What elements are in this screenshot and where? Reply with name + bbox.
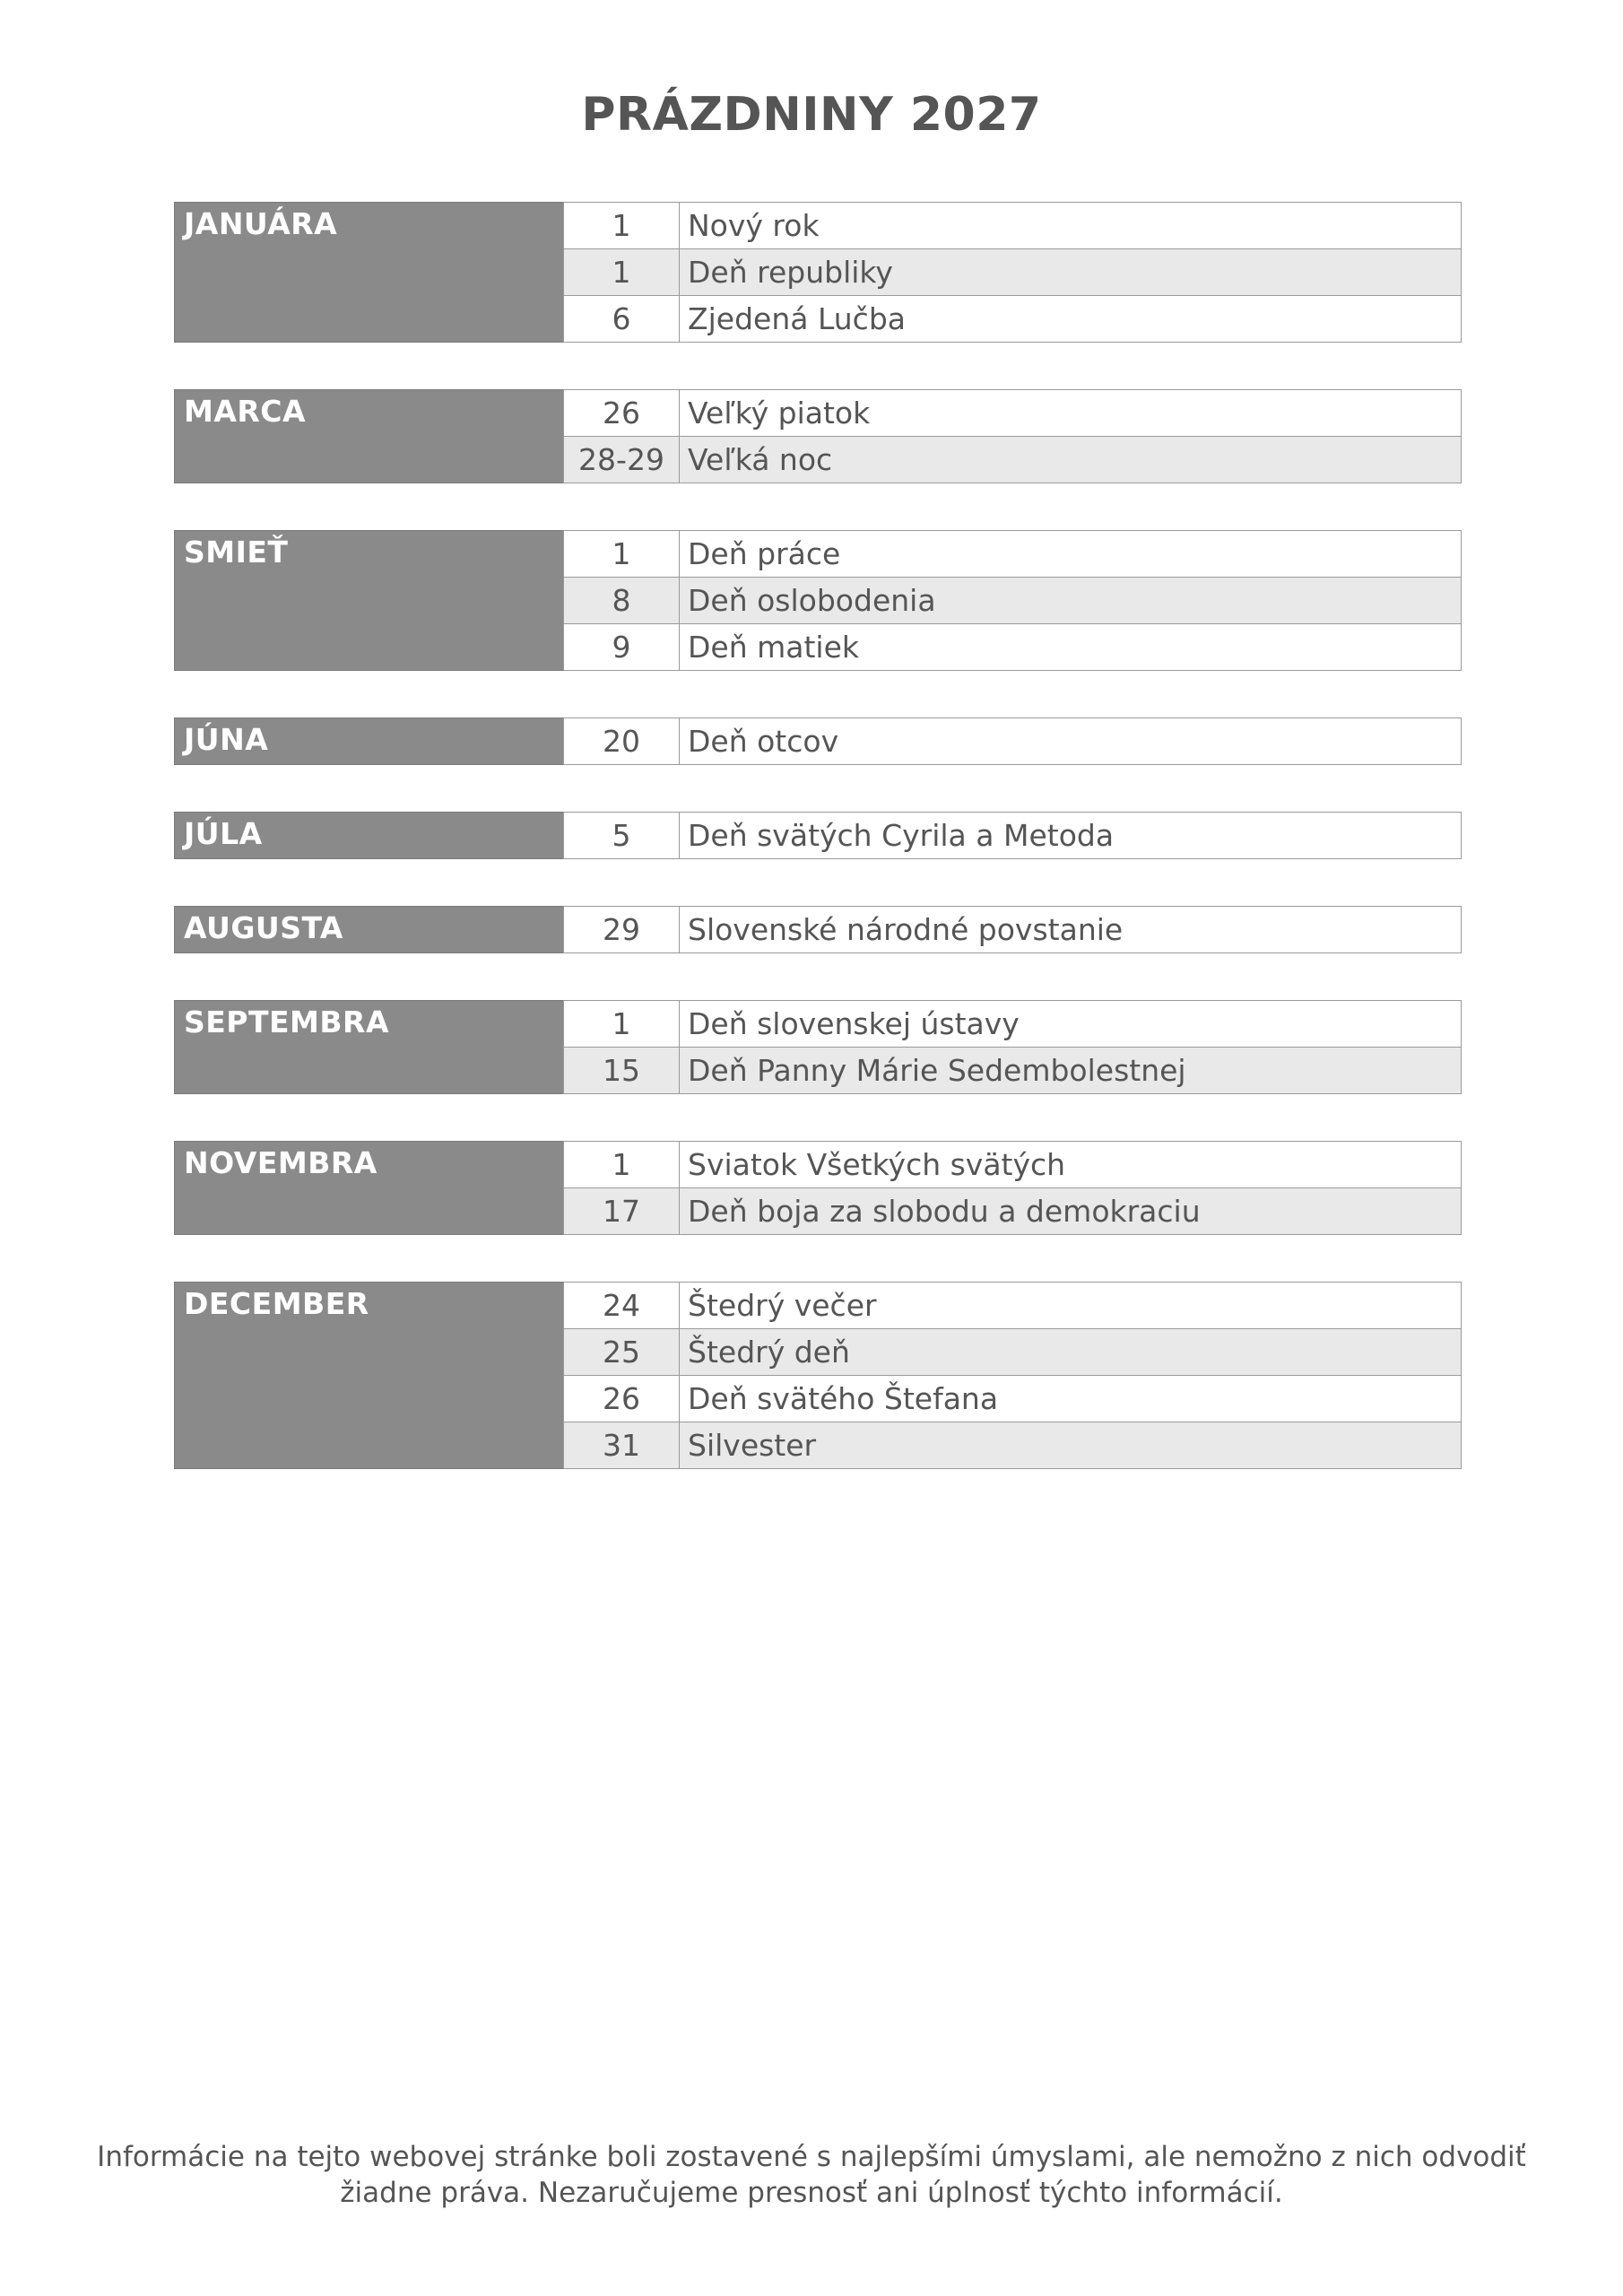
holiday-list <box>563 1282 1462 1469</box>
holiday-name: Deň slovenskej ústavy <box>688 1006 1020 1041</box>
holiday-day: 5 <box>564 813 680 858</box>
holiday-name: Nový rok <box>688 208 820 243</box>
disclaimer-line-1: Informácie na tejto webovej stránke boli zostavené s najlepšími úmyslami, ale nemožno z nich odvodiť <box>97 2141 1526 2173</box>
holiday-row <box>564 203 1461 248</box>
holiday-name: Silvester <box>688 1428 817 1463</box>
holiday-day: 28-29 <box>564 437 680 483</box>
holiday-row <box>564 577 1461 623</box>
holiday-day: 8 <box>564 578 680 623</box>
holiday-day: 31 <box>564 1422 680 1468</box>
month-block <box>174 1282 1462 1469</box>
holiday-name: Veľký piatok <box>688 396 871 430</box>
holiday-day: 1 <box>564 203 680 248</box>
month-block <box>174 1000 1462 1094</box>
holiday-row <box>564 623 1461 670</box>
holiday-row <box>564 1001 1461 1047</box>
holiday-name: Deň oslobodenia <box>688 583 936 618</box>
month-block <box>174 718 1462 765</box>
holiday-name: Deň boja za slobodu a demokraciu <box>688 1194 1201 1229</box>
holiday-day: 29 <box>564 907 680 952</box>
holiday-row <box>564 436 1461 483</box>
holiday-row <box>564 248 1461 295</box>
holiday-row <box>564 1187 1461 1234</box>
holiday-name: Deň Panny Márie Sedembolestnej <box>688 1053 1186 1088</box>
holiday-day: 17 <box>564 1188 680 1234</box>
holiday-name: Veľká noc <box>688 442 833 477</box>
holiday-name: Deň matiek <box>688 630 860 665</box>
holiday-day: 6 <box>564 296 680 342</box>
holiday-day: 20 <box>564 718 680 764</box>
month-block <box>174 202 1462 343</box>
holiday-list <box>563 530 1462 671</box>
holiday-name: Deň otcov <box>688 724 839 759</box>
holiday-name: Deň práce <box>688 536 841 571</box>
holiday-list <box>563 202 1462 343</box>
holiday-row <box>564 390 1461 436</box>
holiday-name: Sviatok Všetkých svätých <box>688 1147 1066 1182</box>
holiday-name: Zjedená Lučba <box>688 301 906 336</box>
month-name: JANUÁRA <box>174 202 563 343</box>
holiday-list <box>563 1141 1462 1235</box>
holiday-list <box>563 389 1462 483</box>
holiday-row <box>564 1422 1461 1468</box>
month-name: MARCA <box>174 389 563 483</box>
holiday-name: Deň republiky <box>688 255 893 290</box>
holiday-name: Deň svätých Cyrila a Metoda <box>688 818 1115 853</box>
holiday-day: 1 <box>564 1142 680 1187</box>
holiday-row <box>564 1328 1461 1375</box>
holiday-row <box>564 718 1461 764</box>
holiday-list <box>563 1000 1462 1094</box>
holiday-table <box>174 202 1462 1516</box>
holiday-list <box>563 718 1462 765</box>
holiday-name: Slovenské národné povstanie <box>688 912 1124 947</box>
holiday-day: 1 <box>564 1001 680 1047</box>
month-name: DECEMBER <box>174 1282 563 1469</box>
month-block <box>174 906 1462 953</box>
holiday-row <box>564 1375 1461 1422</box>
holiday-name: Štedrý večer <box>688 1288 877 1323</box>
disclaimer-line-2: žiadne práva. Nezaručujeme presnosť ani úplnosť týchto informácií. <box>340 2177 1283 2209</box>
month-name: AUGUSTA <box>174 906 563 953</box>
holiday-row <box>564 813 1461 858</box>
disclaimer <box>90 2139 1533 2211</box>
month-name: NOVEMBRA <box>174 1141 563 1235</box>
holiday-day: 1 <box>564 531 680 577</box>
holiday-row <box>564 907 1461 952</box>
holiday-day: 9 <box>564 624 680 670</box>
holiday-day: 26 <box>564 1376 680 1422</box>
holiday-name: Štedrý deň <box>688 1335 850 1370</box>
holiday-row <box>564 295 1461 342</box>
holiday-row <box>564 531 1461 577</box>
month-name: SMIEŤ <box>174 530 563 671</box>
holiday-list <box>563 812 1462 859</box>
holiday-row <box>564 1142 1461 1187</box>
month-block <box>174 530 1462 671</box>
month-block <box>174 389 1462 483</box>
holiday-day: 1 <box>564 249 680 295</box>
holiday-day: 25 <box>564 1329 680 1375</box>
holiday-row <box>564 1047 1461 1093</box>
holiday-name: Deň svätého Štefana <box>688 1381 999 1416</box>
month-name: JÚNA <box>174 718 563 765</box>
month-name: SEPTEMBRA <box>174 1000 563 1094</box>
holiday-day: 24 <box>564 1283 680 1328</box>
page-title: PRÁZDNINY 2027 <box>581 88 1042 142</box>
month-name: JÚLA <box>174 812 563 859</box>
holiday-day: 15 <box>564 1048 680 1093</box>
holiday-list <box>563 906 1462 953</box>
holiday-row <box>564 1283 1461 1328</box>
holiday-day: 26 <box>564 390 680 436</box>
month-block <box>174 812 1462 859</box>
month-block <box>174 1141 1462 1235</box>
